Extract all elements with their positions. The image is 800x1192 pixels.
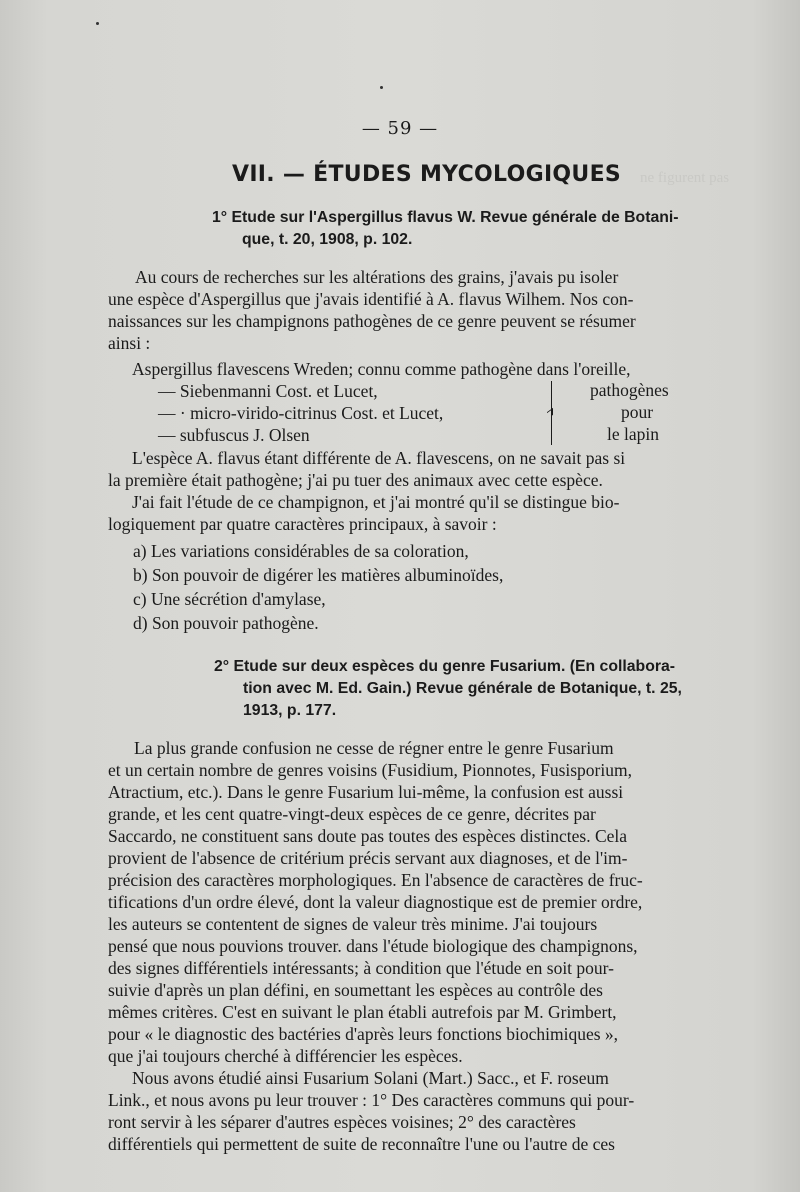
brace-label: pathogènes — [590, 380, 669, 400]
paragraph-line: pour « le diagnostic des bactéries d'après leurs fonctions biochimiques », — [108, 1024, 619, 1044]
paragraph-line: une espèce d'Aspergillus que j'avais identifié à A. flavus Wilhem. Nos con- — [108, 289, 634, 309]
paragraph-line: ront servir à les séparer d'autres espèces voisines; 2° des caractères — [108, 1112, 576, 1132]
paragraph-line: suivie d'après un plan défini, en soumettant les espèces au contrôle des — [108, 980, 603, 1000]
paragraph-line: naissances sur les champignons pathogènes de ce genre peuvent se résumer — [108, 311, 636, 331]
paragraph-line: grande, et les cent quatre-vingt-deux espèces de ce genre, décrites par — [108, 804, 596, 824]
species-line: — · micro-virido-citrinus Cost. et Lucet, — [158, 403, 444, 423]
chapter-title: VII. — ÉTUDES MYCOLOGIQUES — [232, 162, 622, 187]
bleed-through: ne figurent pas — [640, 170, 730, 186]
species-line: Aspergillus flavescens Wreden; connu comme pathogène dans l'oreille, — [132, 359, 631, 379]
paragraph-line: Nous avons étudié ainsi Fusarium Solani (Mart.) Sacc., et F. roseum — [132, 1068, 609, 1088]
dust-speck — [96, 22, 99, 25]
paragraph-line: que j'ai toujours cherché à différencier les espèces. — [108, 1046, 463, 1066]
paragraph-line: Saccardo, ne constituent sans doute pas toutes des espèces distinctes. Cela — [108, 826, 628, 846]
brace-label: pour — [621, 402, 654, 422]
paragraph-line: logiquement par quatre caractères principaux, à savoir : — [108, 514, 497, 534]
species-line: — Siebenmanni Cost. et Lucet, — [158, 381, 378, 401]
paragraph-line: précision des caractères morphologiques. En l'absence de caractères de fruc- — [108, 870, 643, 890]
list-item: d) Son pouvoir pathogène. — [133, 613, 319, 633]
paragraph-line: différentiels qui permettent de suite de reconnaître l'une ou l'autre de ces — [108, 1134, 615, 1154]
paragraph-line: et un certain nombre de genres voisins (Fusidium, Pionnotes, Fusisporium, — [108, 760, 632, 780]
section1-reference-line: que, t. 20, 1908, p. 102. — [242, 231, 413, 248]
list-item: b) Son pouvoir de digérer les matières albuminoïdes, — [133, 565, 504, 585]
paragraph-line: tifications d'un ordre élevé, dont la valeur diagnostique est de premier ordre, — [108, 892, 643, 912]
list-item: a) Les variations considérables de sa coloration, — [133, 541, 469, 561]
grouping-brace — [551, 381, 562, 445]
paragraph-line: J'ai fait l'étude de ce champignon, et j'ai montré qu'il se distingue bio- — [132, 492, 620, 512]
paragraph-line: Link., et nous avons pu leur trouver : 1° Des caractères communs qui pour- — [108, 1090, 635, 1110]
paragraph-line: L'espèce A. flavus étant différente de A. flavescens, on ne savait pas si — [132, 448, 626, 468]
paragraph-line: la première était pathogène; j'ai pu tuer des animaux avec cette espèce. — [108, 470, 603, 490]
section2-reference-line: 1913, p. 177. — [243, 702, 337, 719]
section2-reference-line: 2° Etude sur deux espèces du genre Fusarium. (En collabora- — [214, 658, 676, 675]
paragraph-line: Atractium, etc.). Dans le genre Fusarium lui-même, la confusion est aussi — [108, 782, 624, 802]
paragraph-line: des signes différentiels intéressants; à condition que l'étude en soit pour- — [108, 958, 614, 978]
paragraph-line: mêmes critères. C'est en suivant le plan établi autrefois par M. Grimbert, — [108, 1002, 617, 1022]
section1-reference-line: 1° Etude sur l'Aspergillus flavus W. Revue générale de Botani- — [212, 209, 679, 226]
paragraph-line: pensé que nous pouvions trouver. dans l'étude biologique des champignons, — [108, 936, 638, 956]
paragraph-line: La plus grande confusion ne cesse de régner entre le genre Fusarium — [134, 738, 614, 758]
paragraph-line: les auteurs se contentent de signes de valeur très minime. J'ai toujours — [108, 914, 598, 934]
section2-reference-line: tion avec M. Ed. Gain.) Revue générale de Botanique, t. 25, — [243, 680, 682, 697]
list-item: c) Une sécrétion d'amylase, — [133, 589, 326, 609]
paragraph-line: Au cours de recherches sur les altérations des grains, j'avais pu isoler — [135, 267, 619, 287]
paragraph-line: provient de l'absence de critérium précis servant aux diagnoses, et de l'im- — [108, 848, 628, 868]
brace-label: le lapin — [607, 424, 659, 444]
dust-speck — [380, 86, 383, 89]
page-number: — 59 — — [361, 118, 439, 139]
species-line: — subfuscus J. Olsen — [158, 425, 310, 445]
paragraph-line: ainsi : — [108, 333, 151, 353]
